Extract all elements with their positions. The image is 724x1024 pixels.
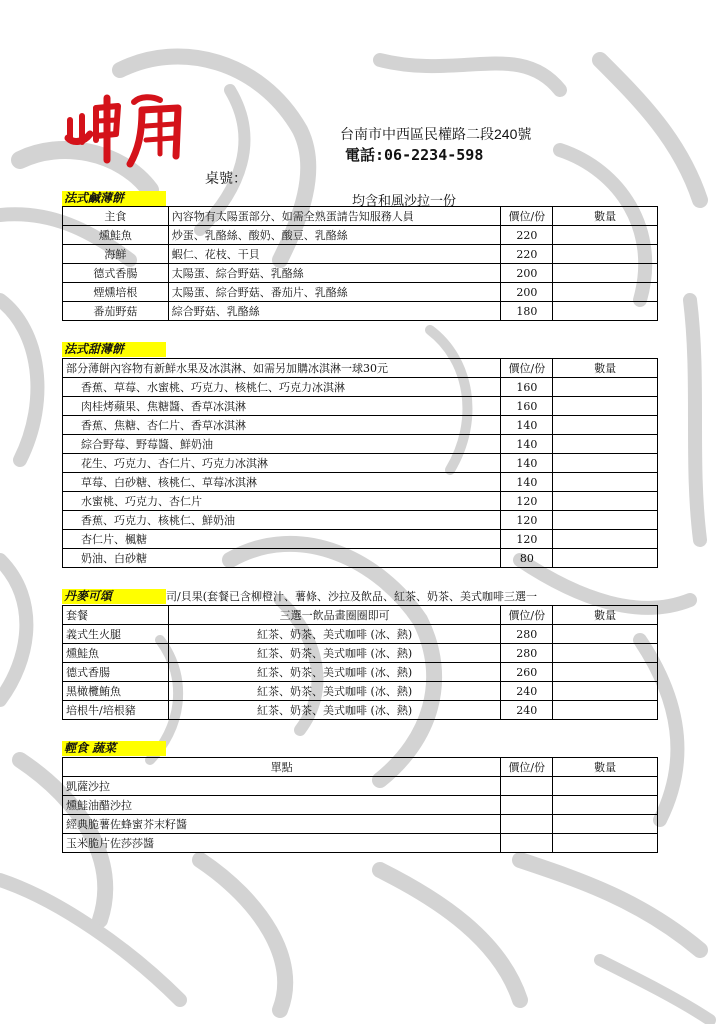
item-name: 燻鮭魚 (63, 226, 169, 245)
item-price: 140 (501, 416, 553, 435)
item-desc: 綜合野莓、野莓醬、鮮奶油 (63, 435, 501, 454)
quantity-cell[interactable] (553, 454, 658, 473)
item-price (501, 796, 553, 815)
column-header: 數量 (553, 359, 658, 378)
light-meal-table (62, 757, 658, 853)
table-row (63, 397, 658, 416)
quantity-cell[interactable] (553, 264, 658, 283)
table-row (63, 530, 658, 549)
quantity-cell[interactable] (553, 663, 658, 682)
item-name: 培根牛/培根豬 (63, 701, 169, 720)
item-price (501, 777, 553, 796)
table-row (63, 473, 658, 492)
section-title-sweet-crepe: 法式甜薄餅 (62, 342, 166, 357)
quantity-cell[interactable] (553, 492, 658, 511)
sweet-crepe-table (62, 358, 658, 568)
item-name: 義式生火腿 (63, 625, 169, 644)
item-desc: 香蕉、草莓、水蜜桃、巧克力、核桃仁、巧克力冰淇淋 (63, 378, 501, 397)
table-row (63, 663, 658, 682)
quantity-cell[interactable] (553, 283, 658, 302)
column-header: 價位/份 (501, 606, 553, 625)
section-note-croissant: 司/貝果(套餐已含柳橙汁、薯條、沙拉及飲品、紅茶、奶茶、美式咖啡三選一 (166, 590, 537, 603)
drink-options[interactable]: 紅茶、奶茶、美式咖啡 (冰、熱) (168, 701, 500, 720)
table-row (63, 701, 658, 720)
item-price: 180 (501, 302, 553, 321)
quantity-cell[interactable] (553, 777, 658, 796)
drink-options[interactable]: 紅茶、奶茶、美式咖啡 (冰、熱) (168, 644, 500, 663)
item-price: 220 (501, 245, 553, 264)
column-header: 價位/份 (501, 359, 553, 378)
item-name: 黑橄欖鮪魚 (63, 682, 169, 701)
item-price: 160 (501, 378, 553, 397)
item-desc: 太陽蛋、綜合野菇、番茄片、乳酪絲 (168, 283, 501, 302)
item-name: 玉米脆片佐莎莎醬 (63, 834, 501, 853)
item-desc: 花生、巧克力、杏仁片、巧克力冰淇淋 (63, 454, 501, 473)
quantity-cell[interactable] (553, 625, 658, 644)
quantity-cell[interactable] (553, 473, 658, 492)
section-title-light-meal: 輕食 蔬菜 (62, 741, 166, 756)
table-row (63, 416, 658, 435)
table-row (63, 283, 658, 302)
quantity-cell[interactable] (553, 302, 658, 321)
table-row (63, 226, 658, 245)
item-price: 220 (501, 226, 553, 245)
item-name: 經典脆薯佐蜂蜜芥末籽醬 (63, 815, 501, 834)
item-name: 燻鮭油醋沙拉 (63, 796, 501, 815)
table-header-row (63, 207, 658, 226)
item-desc: 蝦仁、花枝、干貝 (168, 245, 501, 264)
table-row (63, 682, 658, 701)
item-price: 80 (501, 549, 553, 568)
quantity-cell[interactable] (553, 226, 658, 245)
croissant-set-table (62, 605, 658, 720)
column-header: 數量 (553, 606, 658, 625)
quantity-cell[interactable] (553, 815, 658, 834)
section-title-croissant: 丹麥可頌 (62, 589, 166, 604)
table-row (63, 796, 658, 815)
column-header: 數量 (553, 207, 658, 226)
item-name: 德式香腸 (63, 264, 169, 283)
table-row (63, 549, 658, 568)
drink-options[interactable]: 紅茶、奶茶、美式咖啡 (冰、熱) (168, 625, 500, 644)
quantity-cell[interactable] (553, 549, 658, 568)
table-row (63, 834, 658, 853)
item-desc: 奶油、白砂糖 (63, 549, 501, 568)
item-price: 120 (501, 511, 553, 530)
column-header: 數量 (553, 758, 658, 777)
table-row (63, 777, 658, 796)
item-name: 燻鮭魚 (63, 644, 169, 663)
restaurant-phone: 電話:06-2234-598 (345, 146, 484, 164)
table-row (63, 625, 658, 644)
column-header: 內容物有太陽蛋部分、如需全熟蛋請告知服務人員 (168, 207, 501, 226)
section-note-savory: 均含和風沙拉一份 (352, 193, 457, 208)
column-header: 部分薄餅內容物有新鮮水果及冰淇淋、如需另加購冰淇淋一球30元 (63, 359, 501, 378)
item-desc: 炒蛋、乳酪絲、酸奶、酸豆、乳酪絲 (168, 226, 501, 245)
table-row (63, 435, 658, 454)
item-desc: 肉桂烤蘋果、焦糖醬、香草冰淇淋 (63, 397, 501, 416)
item-price: 120 (501, 492, 553, 511)
quantity-cell[interactable] (553, 682, 658, 701)
item-name: 煙燻培根 (63, 283, 169, 302)
table-row (63, 644, 658, 663)
quantity-cell[interactable] (553, 834, 658, 853)
column-header: 主食 (63, 207, 169, 226)
restaurant-logo (60, 90, 190, 170)
item-price: 260 (501, 663, 553, 682)
column-header: 價位/份 (501, 758, 553, 777)
table-header-row (63, 758, 658, 777)
column-header: 套餐 (63, 606, 169, 625)
drink-options[interactable]: 紅茶、奶茶、美式咖啡 (冰、熱) (168, 682, 500, 701)
savory-crepe-table (62, 206, 658, 321)
quantity-cell[interactable] (553, 416, 658, 435)
item-price: 200 (501, 264, 553, 283)
item-desc: 香蕉、焦糖、杏仁片、香草冰淇淋 (63, 416, 501, 435)
quantity-cell[interactable] (553, 378, 658, 397)
item-price: 120 (501, 530, 553, 549)
item-price (501, 834, 553, 853)
item-desc: 香蕉、巧克力、核桃仁、鮮奶油 (63, 511, 501, 530)
table-row (63, 815, 658, 834)
quantity-cell[interactable] (553, 530, 658, 549)
item-price: 280 (501, 625, 553, 644)
item-price: 280 (501, 644, 553, 663)
item-price: 140 (501, 473, 553, 492)
quantity-cell[interactable] (553, 701, 658, 720)
item-price: 140 (501, 435, 553, 454)
item-name: 海鮮 (63, 245, 169, 264)
quantity-cell[interactable] (553, 245, 658, 264)
quantity-cell[interactable] (553, 397, 658, 416)
item-name: 德式香腸 (63, 663, 169, 682)
item-name: 凱薩沙拉 (63, 777, 501, 796)
column-header: 價位/份 (501, 207, 553, 226)
quantity-cell[interactable] (553, 796, 658, 815)
drink-options[interactable]: 紅茶、奶茶、美式咖啡 (冰、熱) (168, 663, 500, 682)
item-desc: 太陽蛋、綜合野菇、乳酪絲 (168, 264, 501, 283)
table-row (63, 511, 658, 530)
item-desc: 水蜜桃、巧克力、杏仁片 (63, 492, 501, 511)
table-row (63, 302, 658, 321)
quantity-cell[interactable] (553, 435, 658, 454)
quantity-cell[interactable] (553, 644, 658, 663)
table-row (63, 264, 658, 283)
table-number-label: 桌號： (205, 170, 247, 186)
table-row (63, 378, 658, 397)
item-name: 番茄野菇 (63, 302, 169, 321)
item-price: 240 (501, 682, 553, 701)
table-row (63, 245, 658, 264)
section-title-savory-crepe: 法式鹹薄餅 (62, 191, 166, 206)
table-header-row (63, 359, 658, 378)
item-price: 240 (501, 701, 553, 720)
column-header: 三選一飲品畫圈圈即可 (168, 606, 500, 625)
table-row (63, 492, 658, 511)
table-header-row (63, 606, 658, 625)
item-desc: 綜合野菇、乳酪絲 (168, 302, 501, 321)
item-price: 140 (501, 454, 553, 473)
restaurant-address: 台南市中西區民權路二段240號 (340, 126, 532, 142)
item-desc: 草莓、白砂糖、核桃仁、草莓冰淇淋 (63, 473, 501, 492)
item-desc: 杏仁片、楓糖 (63, 530, 501, 549)
quantity-cell[interactable] (553, 511, 658, 530)
item-price (501, 815, 553, 834)
item-price: 200 (501, 283, 553, 302)
table-row (63, 454, 658, 473)
column-header: 單點 (63, 758, 501, 777)
item-price: 160 (501, 397, 553, 416)
